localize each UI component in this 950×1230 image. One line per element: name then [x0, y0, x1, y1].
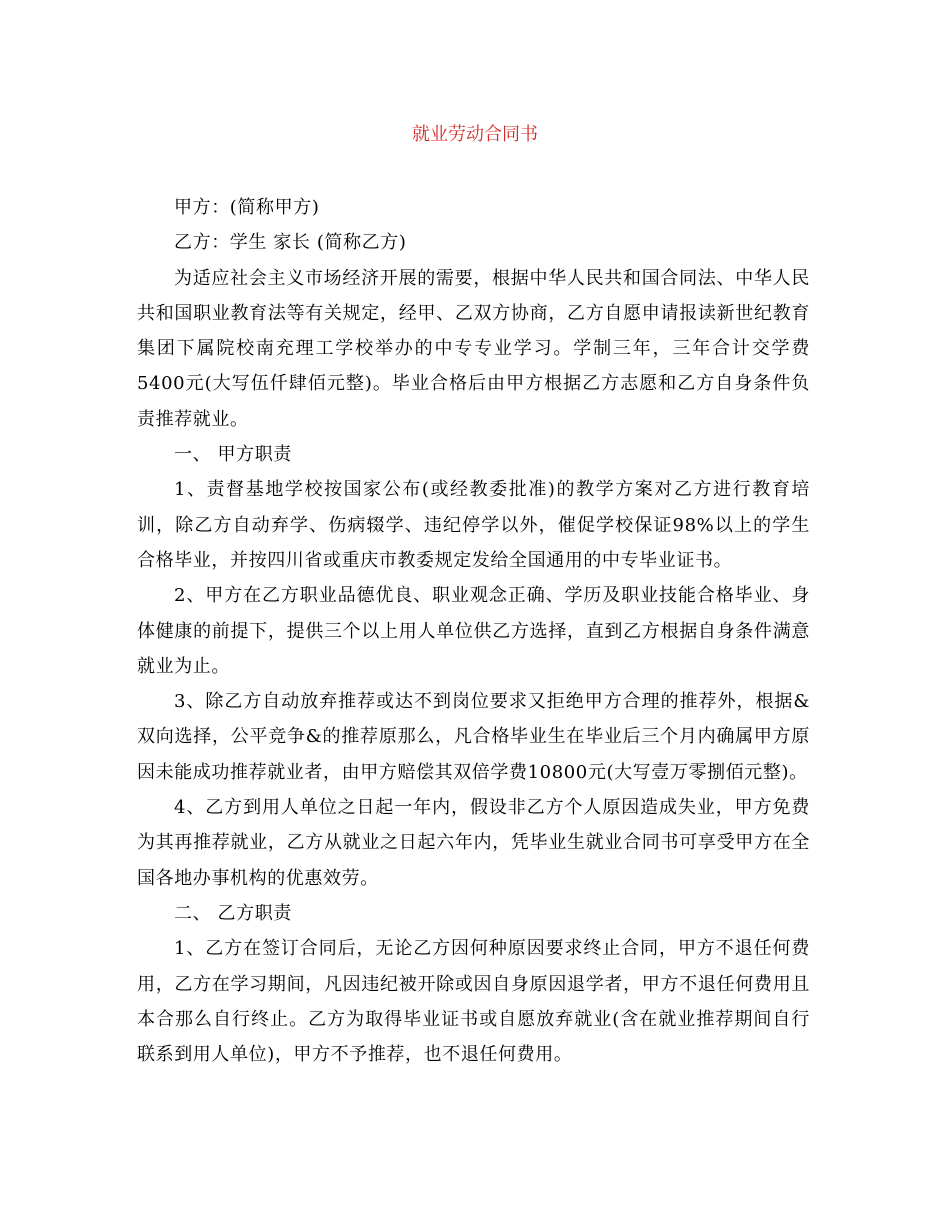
section-2-item-1: 1、乙方在签订合同后，无论乙方因何种原因要求终止合同，甲方不退任何费用，乙方在学习期间，凡因违纪被开除或因自身原因退学者，甲方不退任何费用且本合那么自行终止。乙方为取得毕业证书或自愿放弃就业(含在就业推荐期间自行联系到用人单位)，甲方不予推荐，也不退任何费用。 [137, 938, 810, 1066]
intro-paragraph: 为适应社会主义市场经济开展的需要，根据中华人民共和国合同法、中华人民共和国职业教育法等有关规定，经甲、乙双方协商，乙方自愿申请报读新世纪教育集团下属院校南充理工学校举办的中专专业学习。学制三年，三年合计交学费5400元(大写伍仟肆佰元整)。毕业合格后由甲方根据乙方志愿和乙方自身条件负责推荐就业。 [137, 267, 810, 430]
document-title: 就业劳动合同书 [412, 124, 538, 145]
section-1-item-3: 3、除乙方自动放弃推荐或达不到岗位要求又拒绝甲方合理的推荐外，根据&双向选择，公平竞争&的推荐原那么，凡合格毕业生在毕业后三个月内确属甲方原因未能成功推荐就业者，由甲方赔偿其双倍学费10800元(大写壹万零捌佰元整)。 [137, 691, 810, 783]
party-a-line: 甲方：(简称甲方) [174, 197, 320, 218]
section-1-heading: 一、 甲方职责 [174, 444, 292, 466]
section-1-item-1: 1、责督基地学校按国家公布(或经教委批准)的教学方案对乙方进行教育培训，除乙方自动弃学、伤病辍学、违纪停学以外，催促学校保证98%以上的学生合格毕业，并按四川省或重庆市教委规定发给全国通用的中专毕业证书。 [137, 479, 810, 571]
section-2-heading: 二、 乙方职责 [174, 902, 292, 924]
section-1-item-2: 2、甲方在乙方职业品德优良、职业观念正确、学历及职业技能合格毕业、身体健康的前提下，提供三个以上用人单位供乙方选择，直到乙方根据自身条件满意就业为止。 [137, 585, 810, 677]
party-b-line: 乙方：学生 家长 (简称乙方) [174, 232, 407, 254]
document-body [137, 190, 810, 1072]
section-1-item-4: 4、乙方到用人单位之日起一年内，假设非乙方个人原因造成失业，甲方免费为其再推荐就业，乙方从就业之日起六年内，凭毕业生就业合同书可享受甲方在全国各地办事机构的优惠效劳。 [137, 797, 810, 889]
